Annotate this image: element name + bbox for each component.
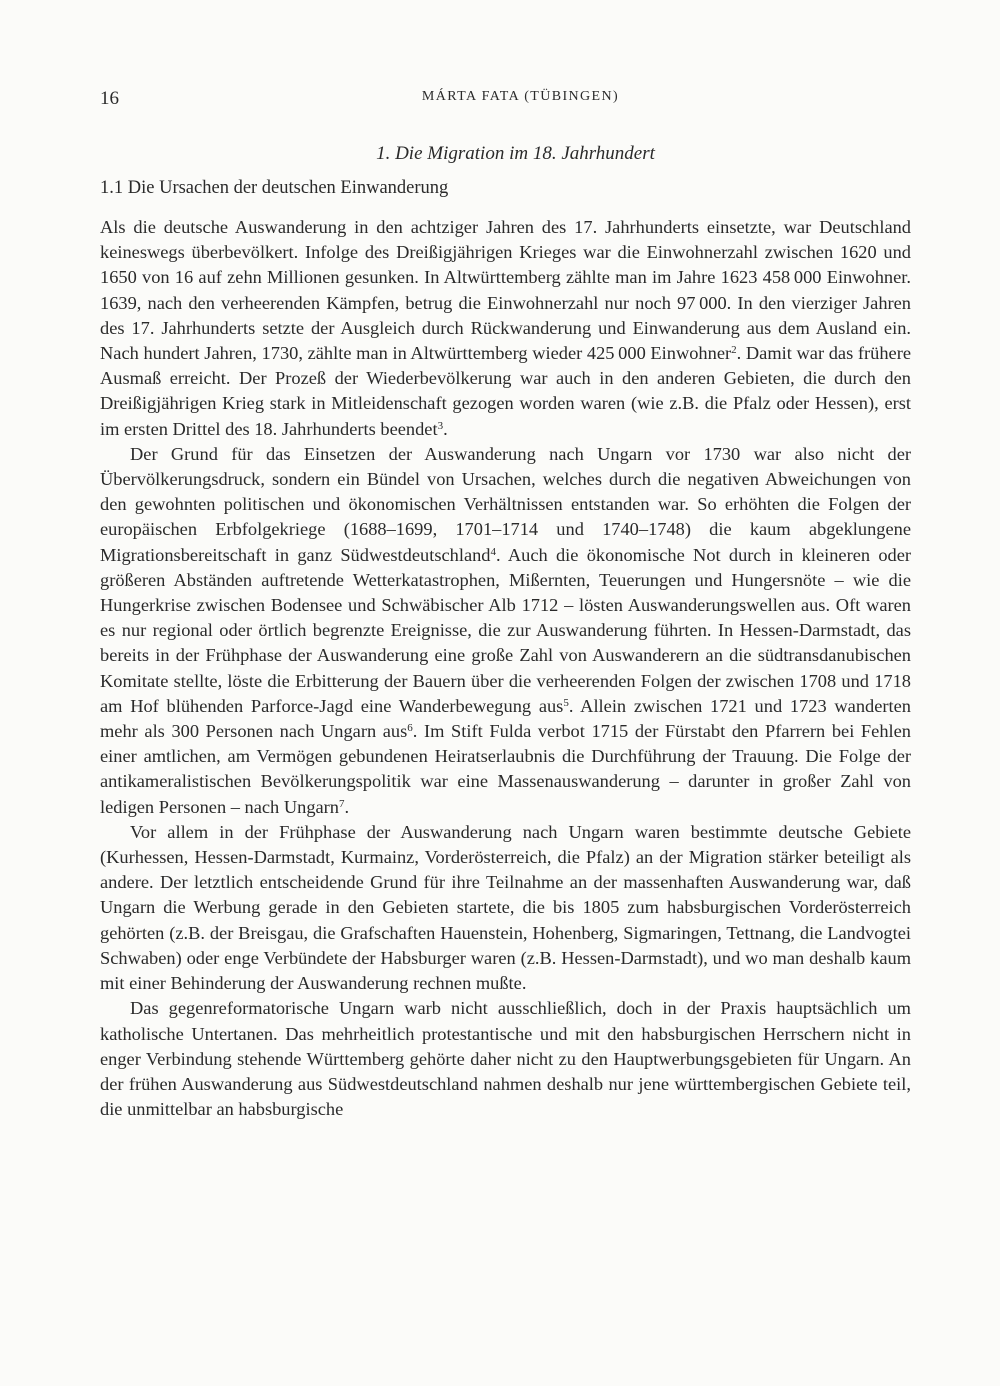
paragraph-text: . [344,796,350,817]
footnote-marker[interactable]: 6 [407,722,413,735]
running-title: MÁRTA FATA (TÜBINGEN) [421,89,620,104]
paragraph [100,996,911,1122]
paragraph-text: . [443,418,448,439]
paragraph-text: . Damit war das frühere Ausmaß erreicht. Der Prozeß der Wiederbevölkerung war auch in den anderen Gebieten, die durch den Dreißigjährigen Krieg stark in Mitleidenschaft gezogen worden waren (wie z.B. die Pfalz oder Hessen), erst im ersten Drittel des 18. Jahrhunderts beendet [100,343,911,439]
footnote-marker[interactable]: 7 [339,797,345,810]
running-header [100,88,911,112]
paragraph-text: Vor allem in der Frühphase der Auswanderung nach Ungarn waren bestimmte deutsche Gebiete (Kurhessen, Hessen-Darmstadt, Kurmainz, Vorderösterreich, die Pfalz) an der Migration stärker beteiligt als andere. Der letztlich entscheidende Grund für ihre Teilnahme an der massenhaften Auswanderung war, daß Ungarn die Werbung gerade in den Gebieten startete, die bis 1805 zum habsburgischen Vorderösterreich gehörten (z.B. der Breisgau, die Grafschaften Hauenstein, Hohenberg, Sigmaringen, Tettnang, die Landvogtei Schwaben) oder enge Verbündete der Habsburger waren (z.B. Hessen-Darmstadt), und wo man deshalb kaum mit einer Behinderung der Auswanderung rechnen mußte. [100,821,911,994]
chapter-heading: 1. Die Migration im 18. Jahrhundert [376,143,655,164]
paragraph-text: . Im Stift Fulda verbot 1715 der Fürstabt den Pfarrern bei Fehlen einer amtlichen, am Vermögen gebundenen Heiratserlaubnis die Durchführung der Trauung. Die Folge der antikameralistischen Bevölkerungspolitik war eine Massenauswanderung – darunter in großer Zahl von ledigen Personen – nach Ungarn [100,721,911,817]
paragraph-text: Als die deutsche Auswanderung in den achtziger Jahren des 17. Jahrhunderts einsetzte, war Deutschland keineswegs überbevölkert. Infolge des Dreißigjährigen Krieges war die Einwohnerzahl zwischen 1620 und 1650 von 16 auf zehn Millionen gesunken. In Altwürttemberg zählte man im Jahre 1623 458 000 Einwohner. 1639, nach den verheerenden Kämpfen, betrug die Einwohnerzahl nur noch 97 000. In den vierziger Jahren des 17. Jahrhunderts setzte der Ausgleich durch Rückwanderung und Einwanderung aus dem Ausland ein. Nach hundert Jahren, 1730, zählte man in Altwürttemberg wieder 425 000 Einwohner [100,217,911,364]
page-number: 16 [100,88,119,109]
section-heading: 1.1 Die Ursachen der deutschen Einwanderung [100,178,449,198]
paragraph [100,820,911,996]
paragraph-text: . Allein zwischen 1721 und 1723 wanderten mehr als 300 Personen nach Ungarn aus [100,695,911,742]
paragraph-text: . Auch die ökonomische Not durch in kleineren oder größeren Abständen auftretende Wetterkatastrophen, Mißernten, Teuerungen und Hungersnöte – wie die Hungerkrise zwischen Bodensee und Schwäbischer Alb 1712 – lösten Auswanderungswellen aus. Oft waren es nur regional oder örtlich begrenzte Ereignisse, die zur Auswanderung führten. In Hessen-Darmstadt, das bereits in der Frühphase der Auswanderung eine große Zahl von Auswanderern an die südtransdanubischen Komitate stellte, löste die Erbitterung der Bauern über die verheerenden Folgen der zwischen 1708 und 1718 am Hof blühenden Parforce-Jagd eine Wanderbewegung aus [100,544,912,716]
paragraph-text: Der Grund für das Einsetzen der Auswanderung nach Ungarn vor 1730 war also nicht der Übervölkerungsdruck, sondern ein Bündel von Ursachen, welches durch die negativen Abweichungen von den gewohnten politischen und ökonomischen Verhältnissen entstanden war. So erhöhten die Folgen der europäischen Erbfolgekriege (1688–1699, 1701–1714 und 1740–1748) die kaum abgeklungene Migrationsbereitschaft in ganz Südwestdeutschland [100,443,911,565]
footnote-marker[interactable]: 4 [490,545,496,558]
footnote-marker[interactable]: 3 [437,419,444,432]
paragraph [100,215,911,442]
body-text [100,215,911,1122]
paragraph-text: Das gegenreformatorische Ungarn warb nicht ausschließlich, doch in der Praxis hauptsächlich um katholische Untertanen. Das mehrheitlich protestantische und mit den habsburgischen Herrschern nicht in enger Verbindung stehende Württemberg gehörte daher nicht zu den Hauptwerbungsgebieten für Ungarn. An der frühen Auswanderung aus Südwestdeutschland nahmen deshalb nur jene württembergischen Gebiete teil, die unmittelbar an habsburgische [100,998,911,1120]
paragraph [100,442,911,820]
footnote-marker[interactable]: 5 [563,696,569,709]
footnote-marker[interactable]: 2 [731,344,737,357]
